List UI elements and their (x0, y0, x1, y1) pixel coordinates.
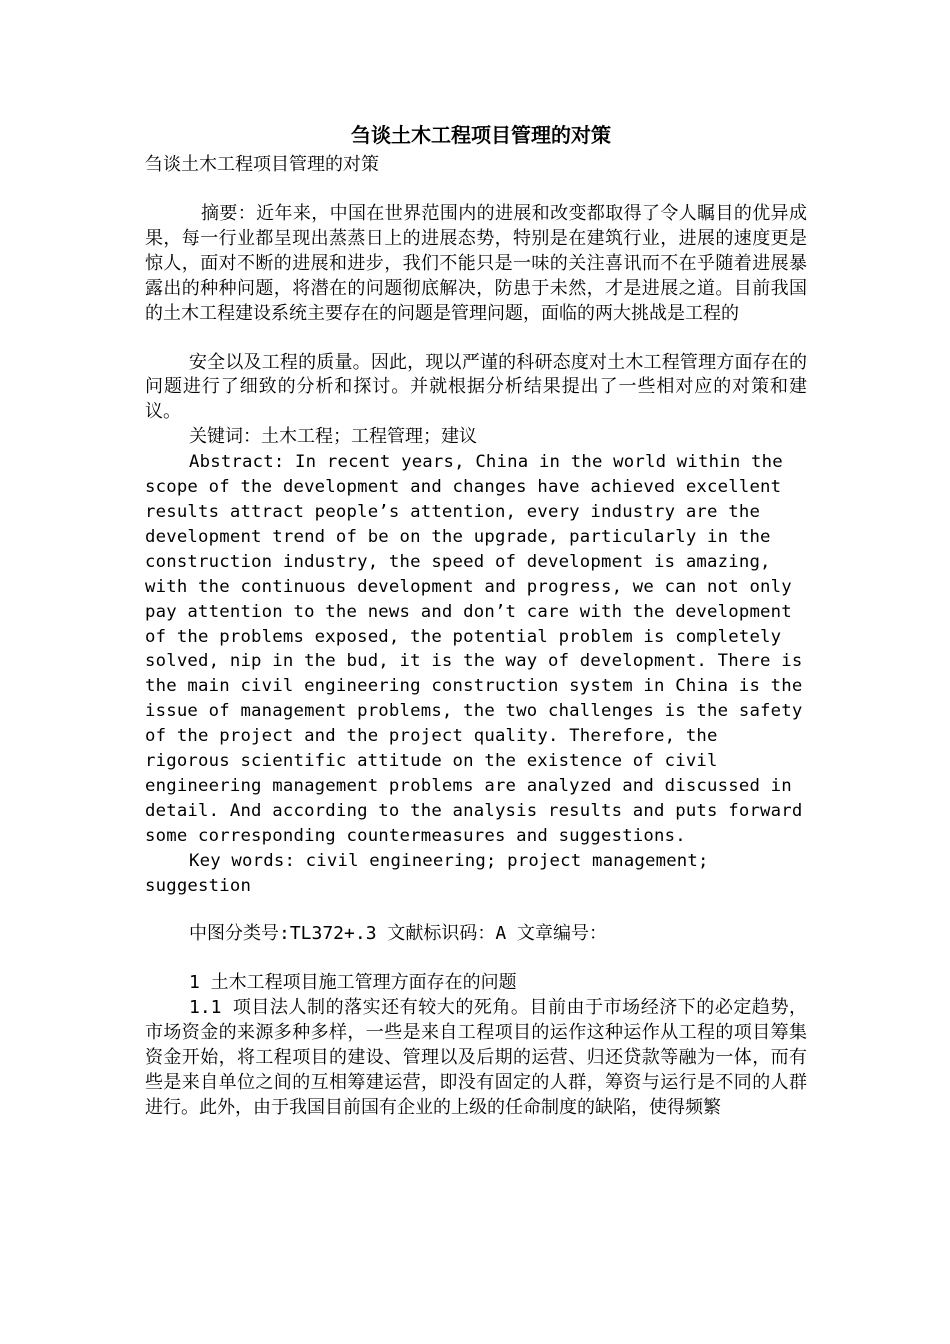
classification-line: 中图分类号:TL372+.3 文献标识码：A 文章编号： (189, 923, 608, 945)
document-page (145, 118, 807, 1121)
keywords-cn: 关键词：土木工程；工程管理；建议 (189, 426, 477, 448)
spacer (145, 898, 807, 922)
keywords-en: Key words: civil engineering; project management; suggestion (145, 850, 709, 896)
abstract-cn-part1: 摘要：近年来，中国在世界范围内的进展和改变都取得了令人瞩目的优异成果，每一行业都呈现出蒸蒸日上的进展态势，特别是在建筑行业，进展的速度更是惊人，面对不断的进展和进步，我们不能只是一味的关注喜讯而不在乎随着进展暴露出的种种问题，将潜在的问题彻底解决，防患于未然，才是进展之道。目前我国的土木工程建设系统主要存在的问题是管理问题，面临的两大挑战是工程的 (145, 203, 807, 324)
spacer (145, 178, 807, 202)
section1-1-paragraph: 1.1 项目法人制的落实还有较大的死角。目前由于市场经济下的必定趋势，市场资金的来源多种多样，一些是来自工程项目的运作这种运作从工程的项目筹集资金开始，将工程项目的建设、管理以及后期的运营、归还贷款等融为一体，而有些是来自单位之间的互相筹建运营，即没有固定的人群，筹资与运行是不同的人群进行。此外，由于我国目前国有企业的上级的任命制度的缺陷，使得频繁 (145, 997, 807, 1118)
spacer (145, 947, 807, 971)
abstract-en: Abstract: In recent years, China in the world within the scope of the development and changes have achieved excellent results attract people’s attention, every industry are the development trend of be on the upgrade, particularly in the construction industry, the speed of development is amazing, with the continuous development and progress, we can not only pay attention to the news and don’t care with the development of the problems exposed, the potential problem is completely solved, nip in the bud, it is the way of development. There is the main civil engineering construction system in China is the issue of management problems, the two challenges is the safety of the project and the project quality. Therefore, the rigorous scientific attitude on the existence of civil engineering management problems are analyzed and discussed in detail. And according to the analysis results and puts forward some corresponding countermeasures and suggestions. (145, 452, 803, 846)
abstract-cn-part2: 安全以及工程的质量。因此，现以严谨的科研态度对土木工程管理方面存在的问题进行了细致的分析和探讨。并就根据分析结果提出了一些相对应的对策和建议。 (145, 351, 807, 423)
spacer (145, 327, 807, 351)
document-title: 刍谈土木工程项目管理的对策 (351, 123, 611, 147)
document-subtitle: 刍谈土木工程项目管理的对策 (145, 154, 379, 175)
section1-heading: 1 土木工程项目施工管理方面存在的问题 (189, 972, 517, 994)
